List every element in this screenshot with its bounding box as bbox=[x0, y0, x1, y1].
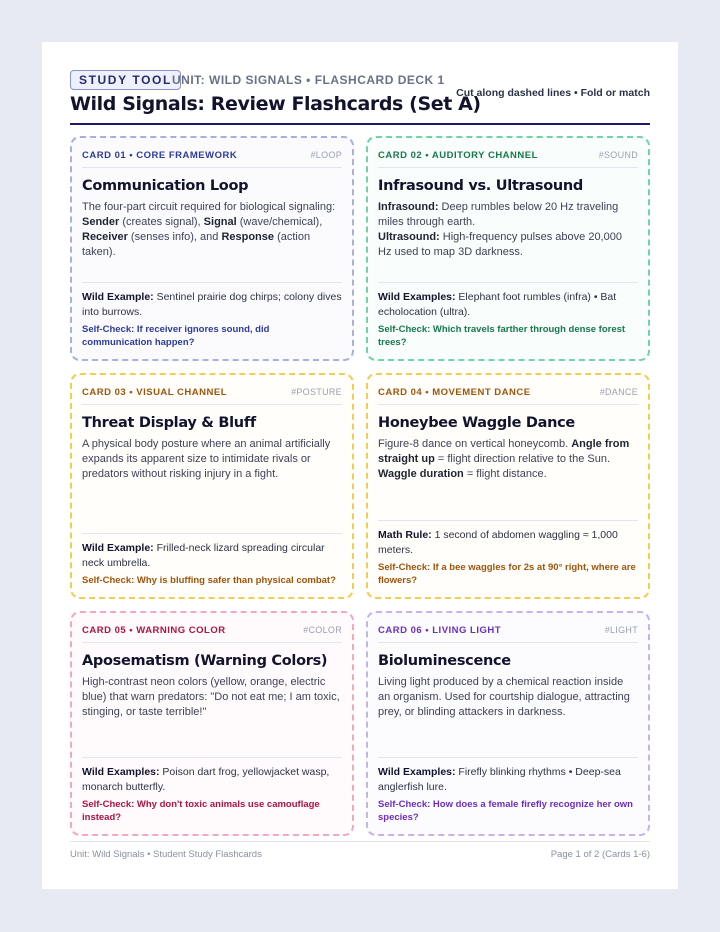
card-tag: #DANCE bbox=[599, 387, 638, 397]
card-body: Living light produced by a chemical reaction inside an organism. Used for courtship dialogue, attracting prey, or blinding attackers in darkness. bbox=[378, 676, 630, 718]
flashcard-01 bbox=[70, 136, 354, 361]
card-example: Math Rule: 1 second of abdomen waggling ≈ 1,000 meters. bbox=[378, 529, 618, 556]
card-title: Bioluminescence bbox=[378, 653, 511, 669]
flashcard-grid bbox=[70, 136, 650, 836]
card-example: Wild Examples: Firefly blinking rhythms • Deep-sea anglerfish lure. bbox=[378, 766, 621, 793]
card-body: A physical body posture where an animal artificially expands its apparent size to intimidate rivals or predators without risking injury in a fight. bbox=[82, 438, 331, 480]
card-footer bbox=[378, 520, 638, 587]
card-tag: #LIGHT bbox=[604, 625, 638, 635]
card-example: Wild Examples: Poison dart frog, yellowjacket wasp, monarch butterfly. bbox=[82, 766, 330, 793]
card-example: Wild Example: Frilled-neck lizard spreading circular neck umbrella. bbox=[82, 542, 325, 569]
card-footer bbox=[82, 757, 342, 824]
card-tag: #LOOP bbox=[310, 150, 342, 160]
card-self-check: Self-Check: If a bee waggles for 2s at 90° right, where are flowers? bbox=[378, 562, 636, 586]
card-id: CARD 05 • WARNING COLOR bbox=[82, 625, 226, 636]
card-example: Wild Examples: Elephant foot rumbles (infra) • Bat echolocation (ultra). bbox=[378, 291, 617, 318]
flashcard-03 bbox=[70, 373, 354, 599]
card-id: CARD 03 • VISUAL CHANNEL bbox=[82, 387, 227, 398]
card-self-check: Self-Check: Why is bluffing safer than physical combat? bbox=[82, 575, 336, 586]
footer-page-number: Page 1 of 2 (Cards 1-6) bbox=[550, 849, 650, 860]
card-title: Honeybee Waggle Dance bbox=[378, 415, 575, 431]
card-footer bbox=[82, 282, 342, 349]
unit-label: UNIT: WILD SIGNALS • FLASHCARD DECK 1 bbox=[172, 73, 445, 87]
card-body: The four-part circuit required for biological signaling: Sender (creates signal), Signal (wave/chemical), Receiver (senses info), and Response (action taken). bbox=[82, 201, 336, 258]
cut-instructions: Cut along dashed lines • Fold or match bbox=[456, 87, 650, 99]
card-title: Communication Loop bbox=[82, 178, 249, 194]
page-title: Wild Signals: Review Flashcards (Set A) bbox=[70, 93, 481, 115]
card-id: CARD 01 • CORE FRAMEWORK bbox=[82, 150, 238, 161]
flashcard-05 bbox=[70, 611, 354, 836]
footer-unit-label: Unit: Wild Signals • Student Study Flashcards bbox=[70, 849, 262, 860]
card-title: Threat Display & Bluff bbox=[82, 415, 256, 431]
card-tag: #COLOR bbox=[303, 625, 342, 635]
card-tag: #SOUND bbox=[598, 150, 638, 160]
card-tag: #POSTURE bbox=[291, 387, 342, 397]
flashcard-06 bbox=[366, 611, 650, 836]
card-body: High-contrast neon colors (yellow, orange, electric blue) that warn predators: "Do not eat me; I am toxic, stinging, or taste terrible!" bbox=[82, 676, 340, 718]
footer-divider bbox=[70, 841, 650, 842]
card-id: CARD 06 • LIVING LIGHT bbox=[378, 625, 502, 636]
card-title: Aposematism (Warning Colors) bbox=[82, 653, 328, 669]
card-self-check: Self-Check: If receiver ignores sound, did communication happen? bbox=[82, 324, 270, 348]
card-id: CARD 04 • MOVEMENT DANCE bbox=[378, 387, 531, 398]
card-body: Infrasound: Deep rumbles below 20 Hz traveling miles through earth. Ultrasound: High-frequency pulses above 20,000 Hz used to map 3D darkness. bbox=[378, 201, 622, 258]
flashcard-04 bbox=[366, 373, 650, 599]
card-self-check: Self-Check: Why don't toxic animals use camouflage instead? bbox=[82, 799, 320, 823]
card-footer bbox=[82, 533, 342, 587]
card-self-check: Self-Check: How does a female firefly recognize her own species? bbox=[378, 799, 633, 823]
card-footer bbox=[378, 282, 638, 349]
card-body: Figure-8 dance on vertical honeycomb. Angle from straight up = flight direction relative to the Sun. Waggle duration = flight distance. bbox=[378, 438, 630, 480]
card-example: Wild Example: Sentinel prairie dog chirps; colony dives into burrows. bbox=[82, 291, 342, 318]
flashcard-02 bbox=[366, 136, 650, 361]
card-footer bbox=[378, 757, 638, 824]
study-tool-badge: STUDY TOOL bbox=[70, 70, 181, 90]
card-self-check: Self-Check: Which travels farther through dense forest trees? bbox=[378, 324, 626, 348]
card-id: CARD 02 • AUDITORY CHANNEL bbox=[378, 150, 538, 161]
card-title: Infrasound vs. Ultrasound bbox=[378, 178, 583, 194]
